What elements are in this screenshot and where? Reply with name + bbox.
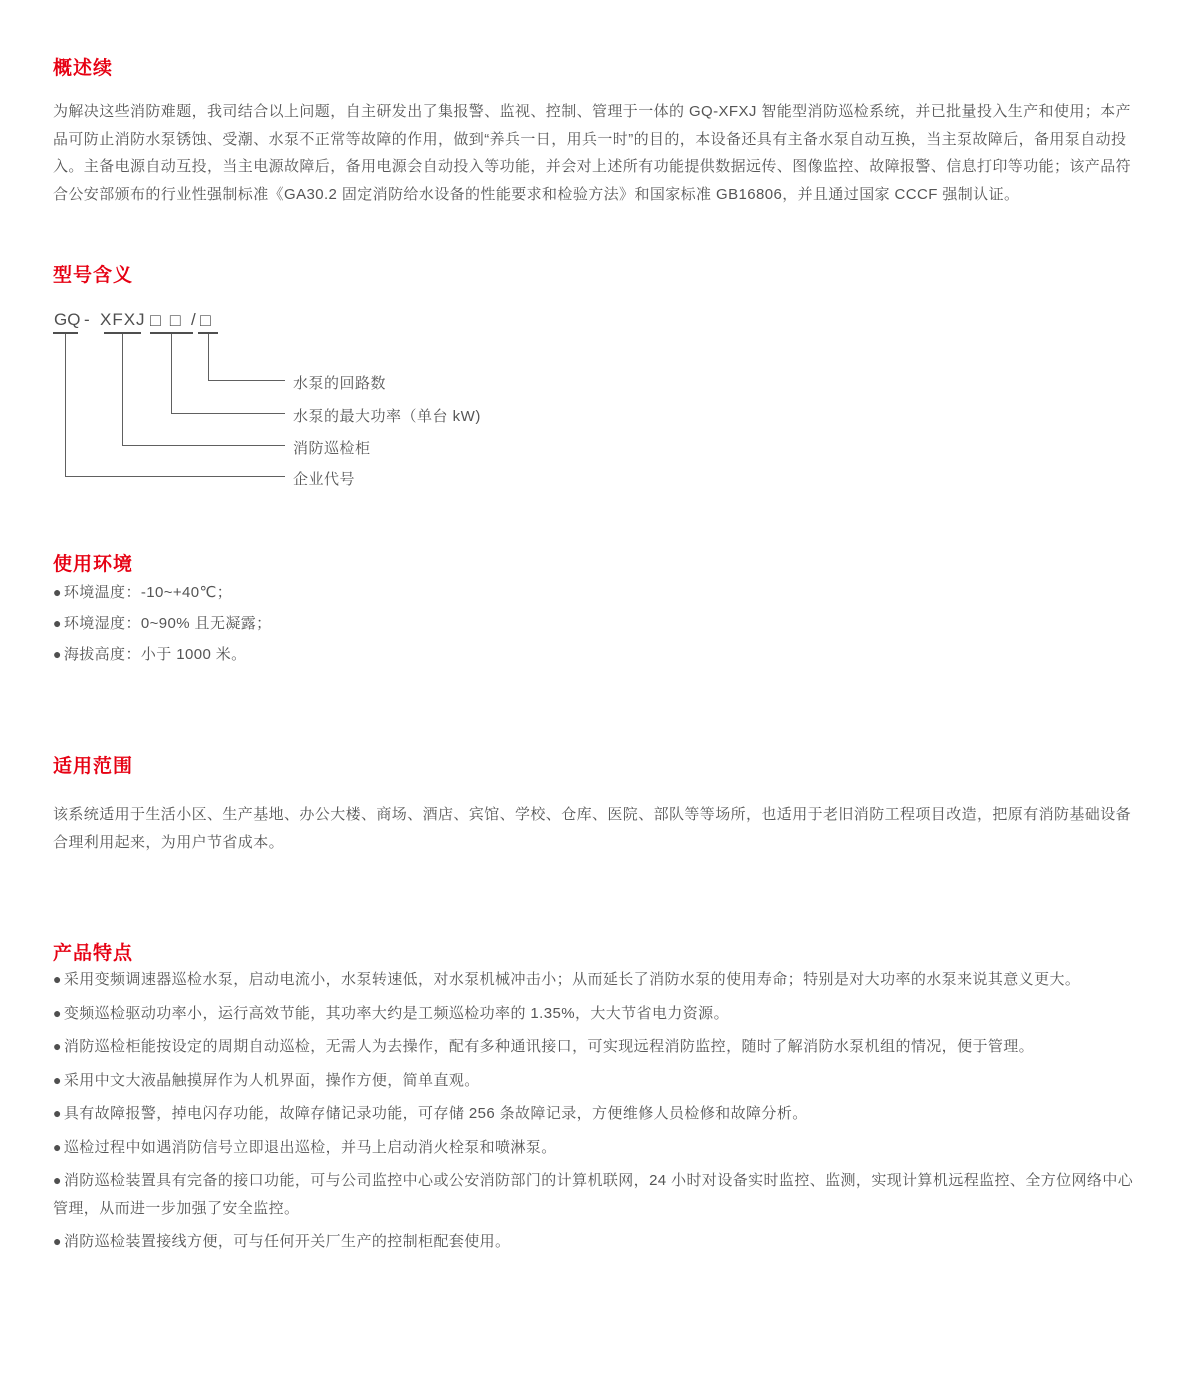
list-item-text: 具有故障报警，掉电闪存功能，故障存储记录功能，可存储 256 条故障记录，方便维修人员检修和故障分析。 [63,1105,808,1122]
connector-line-series-h [122,445,285,446]
section-environment [53,553,1146,670]
bullet-icon: ● [53,1138,62,1155]
model-label-loop-count: 水泵的回路数 [293,375,387,392]
list-item [53,966,1146,994]
bullet-icon: ● [53,971,62,987]
list-item [53,1100,1146,1128]
list-item [53,639,1146,670]
model-code-loop-box: □ [200,310,211,330]
model-code-series: XFXJ [100,310,146,329]
list-item [53,1067,1146,1095]
scope-heading: 适用范围 [53,756,134,777]
scope-paragraph: 该系统适用于生活小区、生产基地、办公大楼、商场、酒店、宾馆、学校、仓库、医院、部队等等场所，也适用于老旧消防工程项目改造，把原有消防基础设备合理利用起来，为用户节省成本。 [53,806,1132,851]
bullet-icon: ● [53,584,62,600]
list-item-text: 环境温度：-10~+40℃； [63,584,233,601]
features-list [53,966,1146,1256]
list-item [53,1000,1146,1028]
features-heading: 产品特点 [53,943,134,964]
document-page [0,57,1200,1256]
connector-line-loops-h [208,380,285,381]
model-label-company-code: 企业代号 [293,471,356,488]
section-overview [53,57,1146,208]
overview-paragraph: 为解决这些消防难题，我司结合以上问题，自主研发出了集报警、监视、控制、管理于一体的 GQ-XFXJ 智能型消防巡检系统，并已批量投入生产和使用；本产品可防止消防水泵锈蚀、受潮、水泵不正常等故障的作用，做到“养兵一日，用兵一时”的目的，本设备还具有主备水泵自动互换，当主泵故障后，备用泵自动投入。主备电源自动互投，当主电源故障后，备用电源会自动投入等功能，并会对上述所有功能提供数据远传、图像监控、故障报警、信息打印等功能；该产品符合公安部颁布的行业性强制标准《GA30.2 固定消防给水设备的性能要求和检验方法》和国家标准 GB16806，并且通过国家 CCCF 强制认证。 [53,103,1132,203]
list-item-text: 环境湿度：0~90% 且无凝露； [63,615,272,632]
section-scope [53,755,1146,856]
section-features [53,942,1146,1256]
list-item [53,577,1146,608]
list-item-text: 消防巡检柜能按设定的周期自动巡检，无需人为去操作，配有多种通讯接口，可实现远程消防监控，随时了解消防水泵机组的情况，便于管理。 [63,1038,1035,1055]
environment-list [53,577,1146,670]
list-item-text: 采用变频调速器巡检水泵，启动电流小，水泵转速低，对水泵机械冲击小；从而延长了消防水泵的使用寿命；特别是对大功率的水泵来说其意义更大。 [63,971,1081,988]
list-item [53,1033,1146,1061]
model-heading: 型号含义 [53,265,134,286]
bullet-icon: ● [53,1071,62,1088]
list-item-text: 海拔高度：小于 1000 米。 [63,646,247,663]
list-item [53,1134,1146,1162]
model-label-cabinet: 消防巡检柜 [293,440,371,457]
connector-line-company-h [65,476,285,477]
list-item [53,1228,1146,1256]
section-model-meaning [53,264,1146,500]
model-code-power-boxes: □□ [150,310,190,330]
connector-line-loops [208,334,209,380]
list-item-text: 巡检过程中如遇消防信号立即退出巡检，并马上启动消火栓泵和喷淋泵。 [63,1138,557,1156]
list-item-text: 消防巡检装置具有完备的接口功能，可与公司监控中心或公安消防部门的计算机联网，24 小时对设备实时监控、监测，实现计算机远程监控、全方位网络中心管理，从而进一步加强了安全监控。 [53,1172,1134,1217]
model-code-company: GQ [54,310,81,329]
bullet-icon: ● [53,1038,62,1054]
bullet-icon: ● [53,615,62,631]
environment-heading: 使用环境 [53,554,134,575]
connector-line-power-h [171,413,285,414]
list-item-text: 采用中文大液晶触摸屏作为人机界面，操作方便，简单直观。 [63,1071,480,1089]
list-item [53,608,1146,639]
overview-heading: 概述续 [53,58,114,79]
model-code-dash: - [84,310,90,329]
model-code-slash: / [191,310,196,329]
connector-line-company [65,334,66,476]
list-item [53,1167,1146,1222]
list-item-text: 变频巡检驱动功率小，运行高效节能，其功率大约是工频巡检功率的 1.35%，大大节省电力资源。 [63,1004,729,1022]
connector-line-power [171,334,172,413]
bullet-icon: ● [53,646,62,662]
bullet-icon: ● [53,1105,62,1121]
list-item-text: 消防巡检装置接线方便，可与任何开关厂生产的控制柜配套使用。 [63,1233,511,1250]
bullet-icon: ● [53,1004,62,1021]
model-label-max-power: 水泵的最大功率（单台 kW) [293,408,481,425]
bullet-icon: ● [53,1172,62,1188]
model-code-diagram [53,310,753,500]
connector-line-series [122,334,123,445]
bullet-icon: ● [53,1233,62,1249]
